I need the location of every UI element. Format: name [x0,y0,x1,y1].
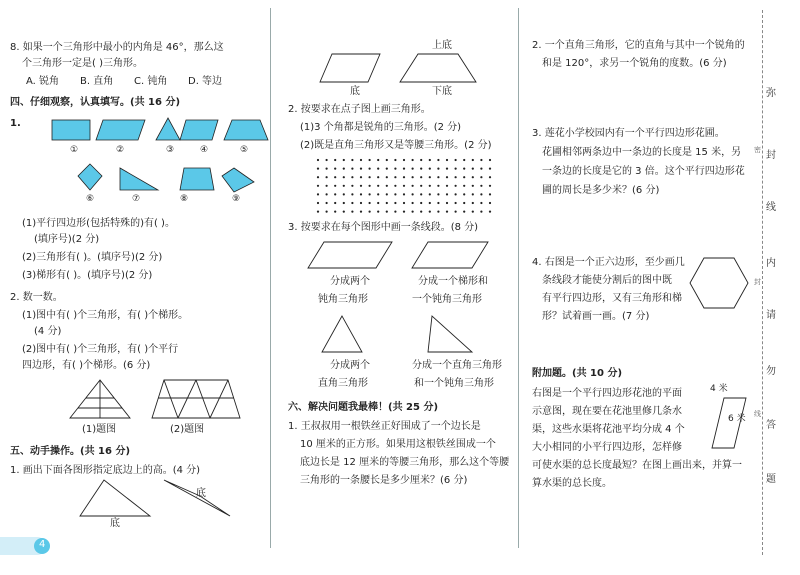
grid-dot [334,202,336,204]
grid-dot [351,211,353,213]
shape-label-5: ⑤ [240,145,249,155]
q2-part2: (2)图中有( )个三角形，有( )个平行 [22,344,179,355]
binding-text-1: 弥 [766,88,776,99]
grid-dot [334,159,336,161]
grid-dot [377,159,379,161]
grid-dot [369,211,371,213]
grid-dot [412,168,414,170]
binding-small-3: 线 [754,410,761,418]
grid-dot [334,193,336,195]
grid-dot [472,193,474,195]
grid-dot [480,176,482,178]
grid-dot [455,185,457,187]
grid-dot [480,159,482,161]
col2-sec6-q1-line2: 10 厘米的正方形。如果用这根铁丝围成一个 [300,439,496,450]
grid-dot [317,168,319,170]
grid-dot [360,168,362,170]
figure-label-1: (1)题图 [82,424,117,435]
task4-label-b: 和一个钝角三角形 [414,378,494,389]
grid-dot [386,202,388,204]
q8-line2: 个三角形一定是( )三角形。 [22,58,143,69]
grid-dot [351,193,353,195]
trapezoid-top-label: 上底 [432,40,452,51]
grid-dot [317,193,319,195]
extra-line3: 渠，这些水渠将花池平均分成 4 个 [532,424,685,435]
q1-trapezoid-question: (3)梯形有( )。(填序号)(2 分) [22,270,153,281]
grid-dot [455,211,457,213]
q2-part1: (1)图中有( )个三角形，有( )个梯形。 [22,310,189,321]
extra-line4: 大小相同的小平行四边形，怎样修 [532,442,682,453]
task3-label-b: 直角三角形 [318,378,368,389]
grid-dot [386,159,388,161]
grid-dot [369,176,371,178]
grid-dot [489,168,491,170]
col3-q3-line3: 一条边的长度是它的 3 倍。这个平行四边形花 [542,166,745,177]
grid-dot [317,176,319,178]
extra-line6: 算水渠的总长度。 [532,478,612,489]
grid-dot [369,193,371,195]
column-divider-1 [270,8,271,548]
grid-dot [412,185,414,187]
grid-dot [463,159,465,161]
grid-dot [351,168,353,170]
sec4-q1-number: 1. [10,118,21,129]
shape-label-3: ③ [166,145,175,155]
grid-dot [420,159,422,161]
col3-q4-line3: 有平行四边形，又有三角形和梯 [542,293,682,304]
grid-dot [403,185,405,187]
q8-option-d[interactable]: D. 等边 [188,76,223,87]
binding-small-2: 封 [754,278,761,286]
grid-dot [386,185,388,187]
q5-1-text: 1. 画出下面各图形指定底边上的高。(4 分) [10,465,201,476]
grid-dot [489,193,491,195]
grid-dot [429,168,431,170]
grid-dot [394,168,396,170]
grid-dot [351,202,353,204]
grid-dot [334,211,336,213]
grid-dot [429,193,431,195]
grid-dot [429,176,431,178]
grid-dot [369,159,371,161]
grid-dot [489,176,491,178]
q8-line1: 8. 如果一个三角形中最小的内角是 46°，那么这 [10,42,224,53]
shape-9-triangle [222,168,254,192]
grid-dot [412,211,414,213]
shape-2-parallelogram [96,120,145,140]
grid-dot [403,202,405,204]
extra-line2: 示意图，现在要在花池里修几条水 [532,406,682,417]
grid-dot [343,202,345,204]
q8-option-b[interactable]: B. 直角 [80,76,114,87]
grid-dot [334,185,336,187]
grid-dot [377,168,379,170]
grid-dot [394,159,396,161]
grid-dot [369,202,371,204]
task1-label-a: 分成两个 [330,276,370,287]
grid-dot [377,211,379,213]
shape-8-trapezoid [180,168,214,190]
grid-dot [446,185,448,187]
grid-dot [343,193,345,195]
grid-dot [455,202,457,204]
grid-dot [377,176,379,178]
grid-dot [403,176,405,178]
col3-q2-line2: 和是 120°，求另一个锐角的度数。(6 分) [542,58,727,69]
grid-dot [360,193,362,195]
grid-dot [412,176,414,178]
grid-dot [480,168,482,170]
grid-dot [463,185,465,187]
grid-dot [437,202,439,204]
grid-dot [351,185,353,187]
shape-label-7: ⑦ [132,194,141,204]
binding-text-4: 内 [766,258,776,269]
segment-figures-top[interactable] [300,238,500,278]
grid-dot [369,168,371,170]
shape-5-trapezoid [224,120,268,140]
grid-dot [326,202,328,204]
grid-dot [463,211,465,213]
binding-dashed-line [762,10,763,555]
grid-dot [446,202,448,204]
grid-dot [412,202,414,204]
grid-dot [343,176,345,178]
binding-text-7: 答 [766,420,776,431]
grid-dot [403,168,405,170]
dimension-4m: 4 米 [710,384,728,394]
grid-dot [394,211,396,213]
grid-dot [360,185,362,187]
grid-dot [480,185,482,187]
grid-dot [472,202,474,204]
grid-dot [463,176,465,178]
binding-text-6: 勿 [766,366,776,377]
binding-text-3: 线 [766,202,776,213]
grid-dot [420,185,422,187]
grid-dot [317,211,319,213]
q2-part1-score: (4 分) [34,326,62,337]
grid-dot [420,193,422,195]
grid-dot [394,193,396,195]
binding-small-1: 密 [754,146,761,154]
dot-grid[interactable] [316,158,496,218]
grid-dot [472,168,474,170]
count-figures [68,378,268,423]
parallelogram-base-label: 底 [350,86,360,97]
segment-figures-bottom[interactable] [300,312,500,362]
grid-dot [317,159,319,161]
grid-dot [343,159,345,161]
grid-dot [455,193,457,195]
task2-label-b: 一个钝角三角形 [412,294,482,305]
grid-dot [317,185,319,187]
col3-q3-line4: 圃的周长是多少米？(6 分) [542,185,660,196]
grid-dot [429,202,431,204]
grid-dot [403,193,405,195]
extra-line5: 可使水渠的总长度最短？在图上画出来，并算一 [532,460,742,471]
col2-q2-part1: (1)3 个角都是锐角的三角形。(2 分) [300,122,462,133]
col3-q4-line1: 4. 右图是一个正六边形，至少画几 [532,257,685,268]
base-label-2: 底 [196,488,206,499]
grid-dot [420,202,422,204]
grid-dot [369,185,371,187]
column-divider-2 [518,8,519,548]
grid-dot [394,202,396,204]
col2-top-figures [318,50,518,90]
grid-dot [429,159,431,161]
grid-dot [360,211,362,213]
grid-dot [326,159,328,161]
shape-7-right-triangle [120,168,158,190]
grid-dot [446,211,448,213]
shape-4-parallelogram [180,120,218,140]
grid-dot [326,176,328,178]
grid-dot [394,185,396,187]
col3-q3-line1: 3. 莲花小学校园内有一个平行四边形花圃。 [532,128,725,139]
grid-dot [437,211,439,213]
task2-label-a: 分成一个梯形和 [418,276,488,287]
grid-dot [377,185,379,187]
grid-dot [351,159,353,161]
grid-dot [463,202,465,204]
grid-dot [455,176,457,178]
task3-label-a: 分成两个 [330,360,370,371]
grid-dot [429,211,431,213]
page-number: 4 [39,539,46,550]
grid-dot [403,159,405,161]
base-label-1: 底 [110,518,120,529]
hexagon-figure[interactable] [690,256,750,312]
col2-q2-part2: (2)既是直角三角形又是等腰三角形。(2 分) [300,140,492,151]
shape-label-9: ⑨ [232,194,241,204]
height-figures [80,478,260,528]
shape-3-triangle [156,118,180,140]
q1-triangle-question: (2)三角形有( )。(填序号)(2 分) [22,252,163,263]
grid-dot [455,168,457,170]
grid-dot [326,168,328,170]
grid-dot [463,168,465,170]
grid-dot [420,211,422,213]
grid-dot [437,185,439,187]
grid-dot [334,176,336,178]
q1-parallelogram-question: (1)平行四边形(包括特殊的)有( )。 [22,218,175,229]
grid-dot [446,176,448,178]
col2-q3-title: 3. 按要求在每个图形中画一条线段。(8 分) [288,222,479,233]
q1-parallelogram-note: (填序号)(2 分) [34,234,100,245]
grid-dot [437,159,439,161]
section5-title: 五、动手操作。(共 16 分) [10,446,131,457]
grid-dot [480,202,482,204]
grid-dot [437,168,439,170]
q2-count-title: 2. 数一数。 [10,292,63,303]
shape-label-2: ② [116,145,125,155]
figure-label-2: (2)题图 [170,424,205,435]
binding-text-2: 封 [766,150,776,161]
col2-q2-title: 2. 按要求在点子图上画三角形。 [288,104,431,115]
grid-dot [386,168,388,170]
grid-dot [429,185,431,187]
col2-sec6-q1-line4: 三角形的一条腰长是多少厘米？(6 分) [300,475,468,486]
grid-dot [472,185,474,187]
col2-sec6-q1-line3: 底边长是 12 厘米的等腰三角形，那么这个等腰 [300,457,510,468]
grid-dot [343,168,345,170]
grid-dot [489,185,491,187]
grid-dot [377,202,379,204]
grid-dot [420,168,422,170]
q8-option-c[interactable]: C. 钝角 [134,76,168,87]
grid-dot [326,193,328,195]
shape-label-8: ⑧ [180,194,189,204]
grid-dot [343,185,345,187]
extra-section-title: 附加题。(共 10 分) [532,368,623,379]
shape-grid-figures [50,112,280,202]
grid-dot [334,168,336,170]
dimension-6m: 6 米 [728,414,746,424]
shape-label-4: ④ [200,145,209,155]
grid-dot [343,211,345,213]
col3-q3-line2: 花圃相邻两条边中一条边的长度是 15 米，另 [542,147,742,158]
grid-dot [446,193,448,195]
grid-dot [489,159,491,161]
grid-dot [480,193,482,195]
binding-text-5: 请 [766,310,776,321]
grid-dot [480,211,482,213]
grid-dot [377,193,379,195]
extra-line1: 右图是一个平行四边形花池的平面 [532,388,682,399]
binding-text-8: 题 [766,474,776,485]
grid-dot [326,185,328,187]
col2-sec6-q1-line1: 1. 王叔叔用一根铁丝正好围成了一个边长是 [288,421,481,432]
grid-dot [489,202,491,204]
grid-dot [455,159,457,161]
grid-dot [394,176,396,178]
grid-dot [437,193,439,195]
col3-q2-line1: 2. 一个直角三角形，它的直角与其中一个锐角的 [532,40,745,51]
grid-dot [360,176,362,178]
task1-label-b: 钝角三角形 [318,294,368,305]
task4-label-a: 分成一个直角三角形 [412,360,502,371]
shape-6-rhombus [78,164,102,190]
section6-title: 六、解决问题我最棒！(共 25 分) [288,402,439,413]
shape-1-rectangle [52,120,90,140]
col3-q4-line4: 形？试着画一画。(7 分) [542,311,650,322]
grid-dot [326,211,328,213]
q2-part2-line2: 四边形，有( )个梯形。(6 分) [22,360,151,371]
grid-dot [386,176,388,178]
grid-dot [360,159,362,161]
grid-dot [351,176,353,178]
grid-dot [437,176,439,178]
grid-dot [446,168,448,170]
grid-dot [489,211,491,213]
grid-dot [317,202,319,204]
grid-dot [446,159,448,161]
grid-dot [472,211,474,213]
grid-dot [403,211,405,213]
shape-label-1: ① [70,145,79,155]
grid-dot [472,176,474,178]
grid-dot [360,202,362,204]
grid-dot [420,176,422,178]
grid-dot [386,193,388,195]
section4-title: 四、仔细观察，认真填写。(共 16 分) [10,97,181,108]
grid-dot [463,193,465,195]
grid-dot [412,193,414,195]
col3-q4-line2: 条线段才能使分割后的图中既 [542,275,672,286]
q8-option-a[interactable]: A. 锐角 [26,76,60,87]
shape-label-6: ⑥ [86,194,95,204]
trapezoid-bottom-label: 下底 [432,86,452,97]
grid-dot [472,159,474,161]
grid-dot [386,211,388,213]
grid-dot [412,159,414,161]
